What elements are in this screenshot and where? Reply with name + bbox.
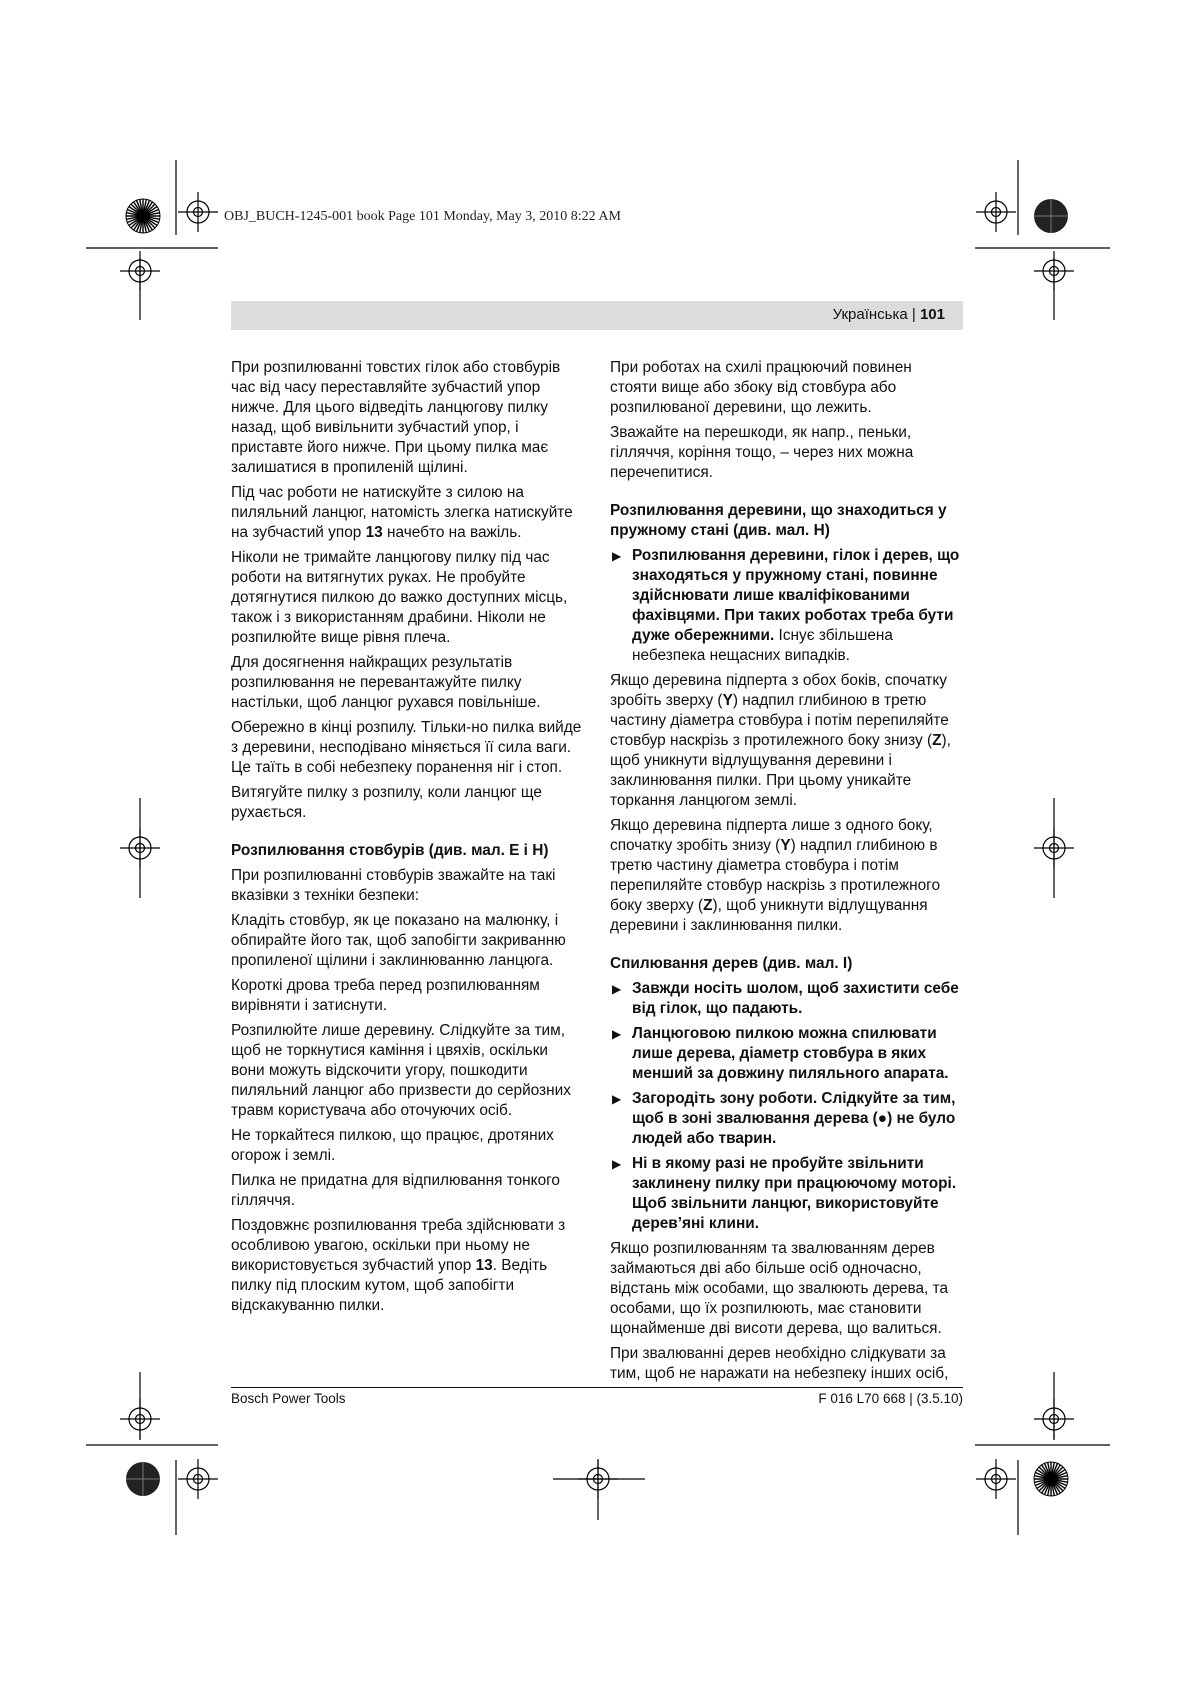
section-heading-trunks: Розпилювання стовбурів (див. мал. E і H) <box>231 842 549 859</box>
print-slug: OBJ_BUCH-1245-001 book Page 101 Monday, May 3, 2010 8:22 AM <box>224 209 621 224</box>
running-header <box>231 301 963 330</box>
paragraph: При звалюванні дерев необхідно слідкувати за тим, щоб не наражати на небезпеку інших осіб, <box>610 1345 949 1382</box>
bullet-item: ▶ Ні в якому разі не пробуйте звільнити заклинену пилку при працюючому моторі. Щоб звільнити ланцюг, використовуйте дерев’яні клини. <box>612 1155 957 1232</box>
header-language: Українська <box>832 306 908 323</box>
bullet-item: ▶ Загородіть зону роботи. Слідкуйте за тим, щоб в зоні звалювання дерева (●) не було людей або тварин. <box>612 1090 956 1147</box>
paragraph: Ніколи не тримайте ланцюгову пилку під час роботи на витягнутих руках. Не пробуйте дотягнутися пилкою до важко доступних місць, також і з використанням драбини. Ніколи не розпилюйте вище рівня плеча. <box>231 549 568 646</box>
paragraph: Не торкайтеся пилкою, що працює, дротяних огорож і землі. <box>231 1127 554 1164</box>
paragraph: Кладіть стовбур, як це показано на малюнку, і обпирайте його так, щоб запобігти закриванню пропиленої щілини і заклинюванню ланцюга. <box>231 912 566 969</box>
paragraph: При розпилюванні стовбурів зважайте на такі вказівки з техніки безпеки: <box>231 867 556 904</box>
page-number: 101 <box>919 306 945 323</box>
paragraph: Витягуйте пилку з розпилу, коли ланцюг ще рухається. <box>231 784 542 821</box>
paragraph: Якщо деревина підперта лише з одного боку, спочатку зробіть знизу (Y) надпил глибиною в третю частину діаметра стовбура і потім перепиляйте стовбур наскрізь з протилежного боку зверху (Z), щоб уникнути відлущування деревини і заклинювання пилки. <box>610 817 941 934</box>
header-separator: | <box>911 306 916 323</box>
paragraph: Обережно в кінці розпилу. Тільки-но пилка вийде з деревини, несподівано міняється її сила ваги. Це таїть в собі небезпеку поранення ніг і стоп. <box>231 719 582 776</box>
paragraph: Поздовжнє розпилювання треба здійснювати з особливою увагою, оскільки при ньому не використовується зубчастий упор 13. Ведіть пилку під плоским кутом, щоб запобігти відскакуванню пилки. <box>231 1217 566 1314</box>
bullet-arrow-icon: ▶ <box>612 1092 622 1106</box>
paragraph: Короткі дрова треба перед розпилюванням вирівняти і затиснути. <box>231 977 540 1014</box>
paragraph: Розпилюйте лише деревину. Слідкуйте за тим, щоб не торкнутися каміння і цвяхів, оскільки вони можуть відскочити угору, пошкодити пиляльний ланцюг або призвести до серйозних травм користувача або оточуючих осіб. <box>231 1022 571 1119</box>
paragraph: Для досягнення найкращих результатів розпилювання не перевантажуйте пилку настільки, щоб ланцюг рухався повільніше. <box>231 654 541 711</box>
paragraph: При роботах на схилі працюючий повинен стояти вище або збоку від стовбура або розпилюваної деревини, що лежить. <box>610 359 912 416</box>
footer-rule <box>231 1387 963 1388</box>
bullet-arrow-icon: ▶ <box>612 1157 622 1171</box>
paragraph: Якщо деревина підперта з обох боків, спочатку зробіть зверху (Y) надпил глибиною в третю частину діаметра стовбура і потім перепиляйте стовбур наскрізь з протилежного боку знизу (Z), щоб уникнути відлущування деревини і заклинювання пилки. При цьому уникайте торкання ланцюгом землі. <box>610 672 951 809</box>
felling-zone-symbol: ● <box>877 1110 888 1127</box>
paragraph: Якщо розпилюванням та звалюванням дерев займаються дві або більше осіб одночасно, відстань між особами, що звалюють дерева, та особами, що їх розпилюють, має становити щонайменше дві висоти дерева, що валиться. <box>610 1240 949 1337</box>
left-column <box>231 358 583 1321</box>
section-heading-felling: Спилювання дерев (див. мал. I) <box>610 955 853 972</box>
paragraph: При розпилюванні товстих гілок або стовбурів час від часу переставляйте зубчастий упор нижче. Для цього відведіть ланцюгову пилку назад, щоб вивільнити зубчастий упор, і приставте його нижче. При цьому пилка має залишатися в пропиленій щілині. <box>231 359 561 476</box>
section-heading-tension-wood: Розпилювання деревини, що знаходиться у пружному стані (див. мал. H) <box>610 502 947 539</box>
paragraph: Пилка не придатна для відпилювання тонкого гілляччя. <box>231 1172 560 1209</box>
bullet-arrow-icon: ▶ <box>612 549 622 563</box>
bullet-item: ▶ Завжди носіть шолом, щоб захистити себе від гілок, що падають. <box>612 980 959 1017</box>
footer-doc-number: F 016 L70 668 | (3.5.10) <box>818 1391 963 1406</box>
bullet-arrow-icon: ▶ <box>612 1027 622 1041</box>
paragraph: Зважайте на перешкоди, як напр., пеньки, гілляччя, коріння тощо, – через них можна перечепитися. <box>610 424 914 481</box>
footer-brand: Bosch Power Tools <box>231 1391 346 1406</box>
paragraph: Під час роботи не натискуйте з силою на пиляльний ланцюг, натомість злегка натискуйте на зубчастий упор 13 начебто на важіль. <box>231 484 573 541</box>
header-text <box>833 306 945 323</box>
bullet-item: ▶ Розпилювання деревини, гілок і дерев, що знаходяться у пружному стані, повинне здійснювати лише кваліфікованими фахівцями. При таких роботах треба бути дуже обережними. Існує збільшена небезпека нещасних випадків. <box>612 547 960 664</box>
right-column <box>610 358 962 1389</box>
bullet-item: ▶ Ланцюговою пилкою можна спилювати лише дерева, діаметр стовбура в яких менший за довжину пиляльного апарата. <box>612 1025 949 1082</box>
bullet-arrow-icon: ▶ <box>612 982 622 996</box>
